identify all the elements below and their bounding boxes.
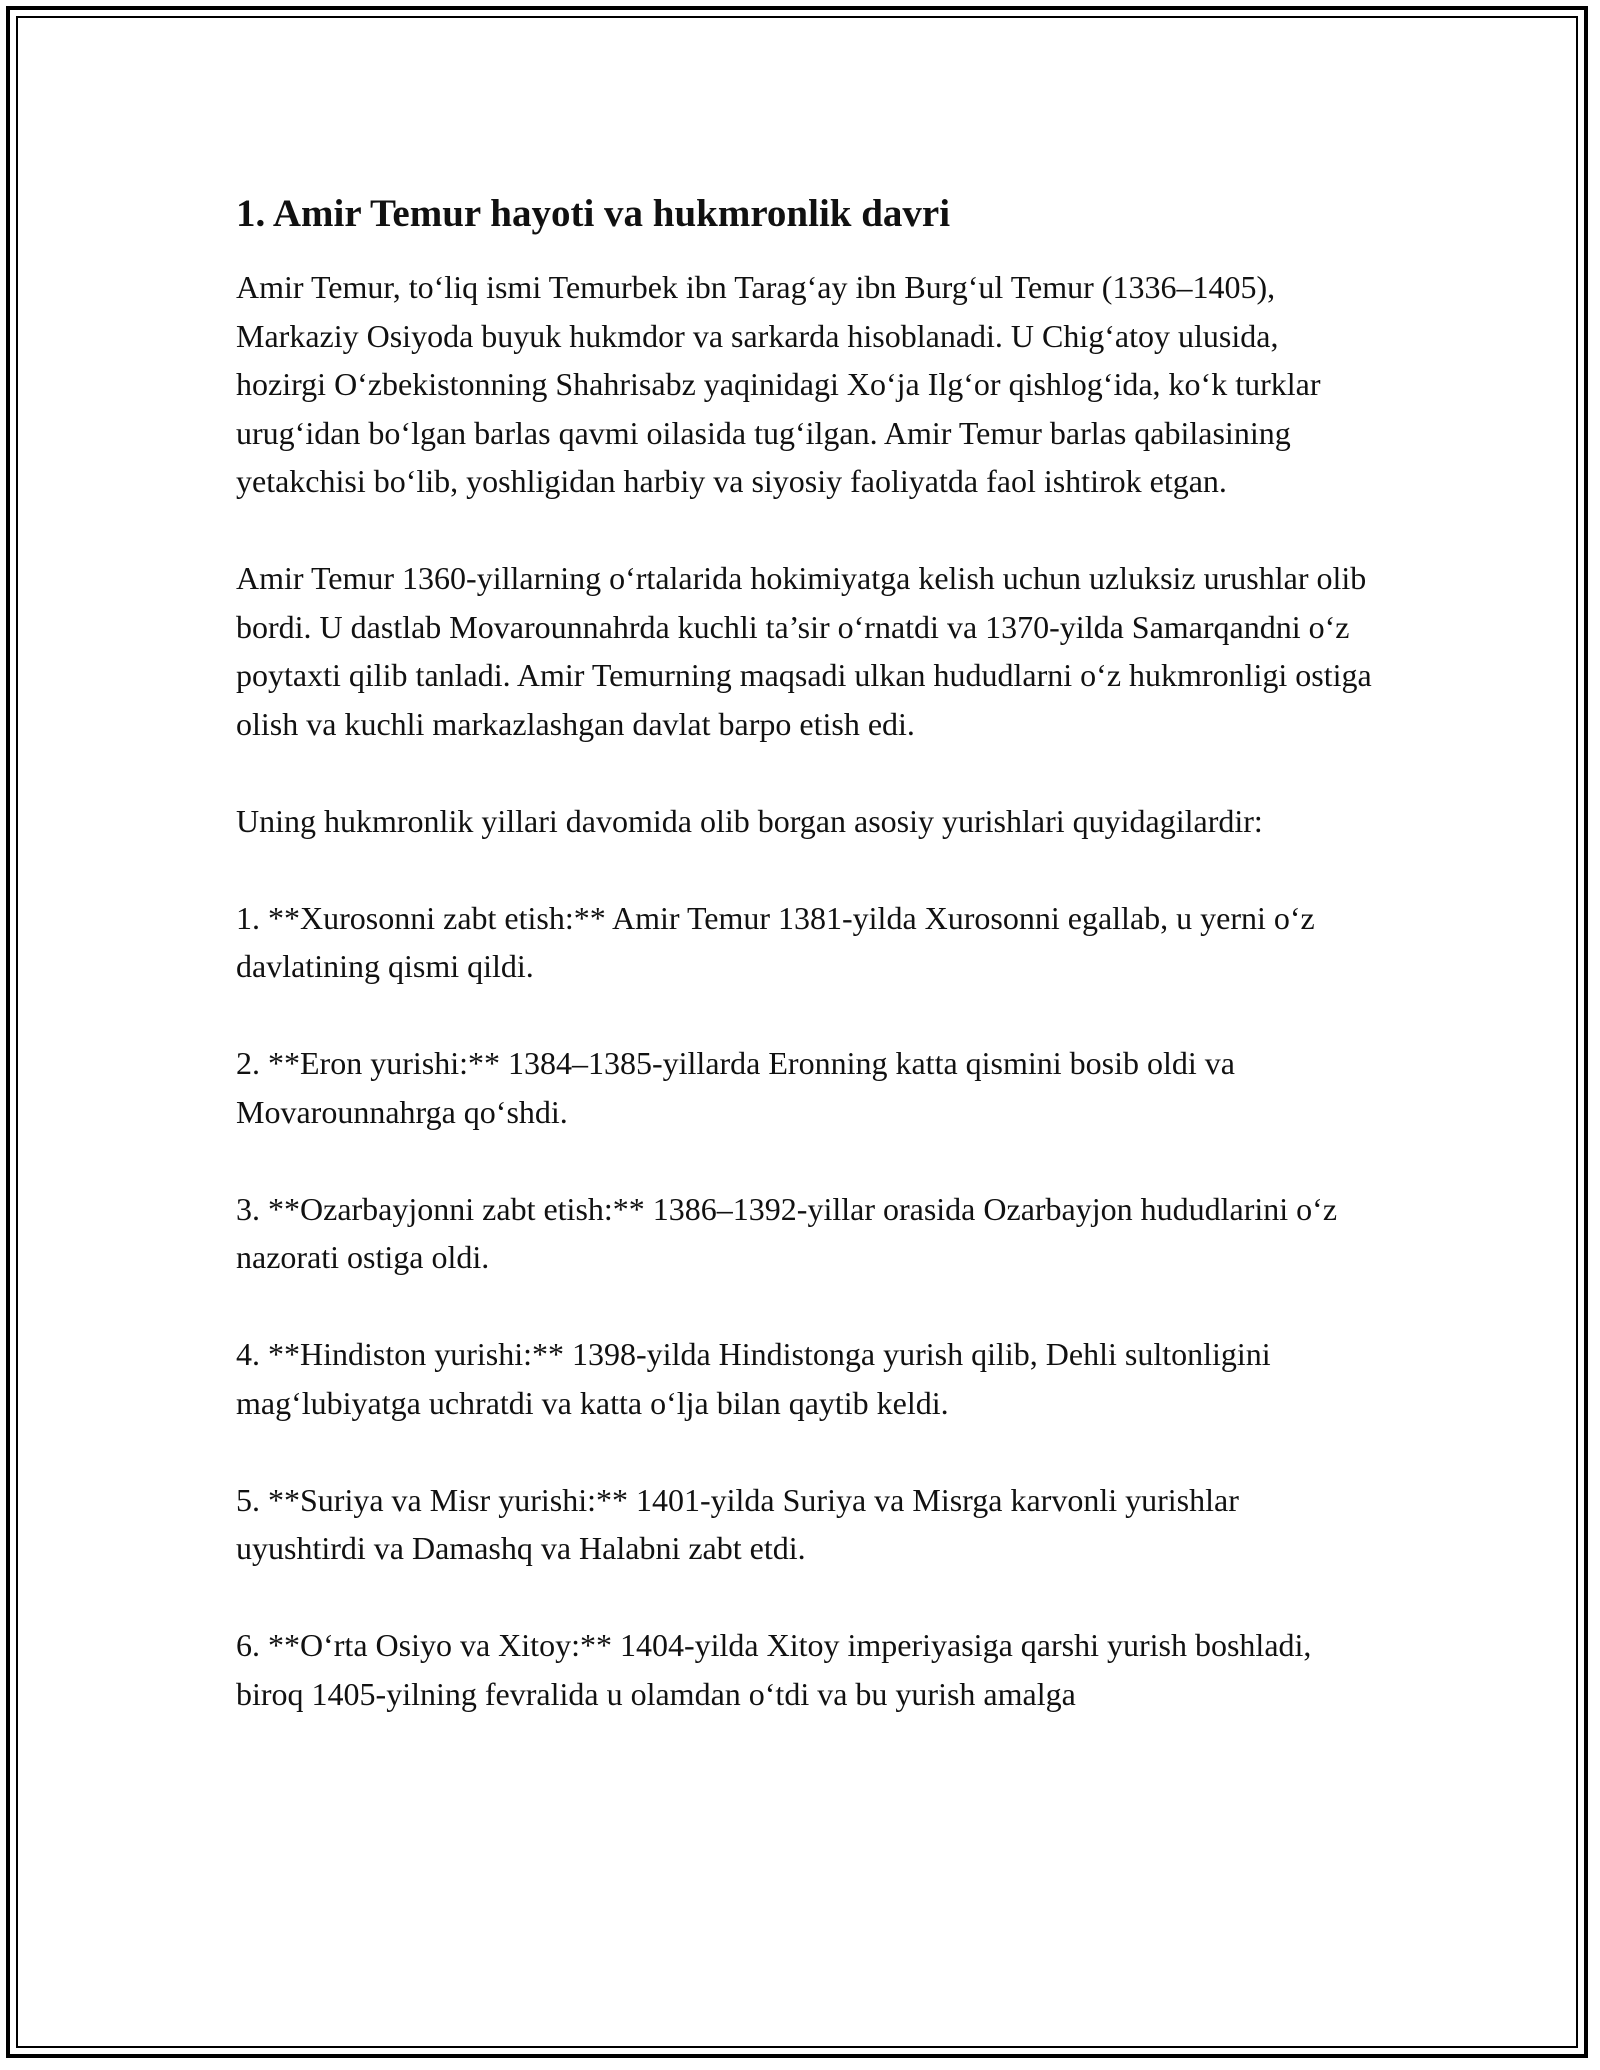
list-item-iran: 2. **Eron yurishi:** 1384–1385-yillarda Eronning katta qismini bosib oldi va Movarounnahrga qo‘shdi.	[236, 1045, 1235, 1130]
list-item-india: 4. **Hindiston yurishi:** 1398-yilda Hindistonga yurish qilib, Dehli sultonligini mag‘lubiyatga uchratdi va katta o‘lja bilan qaytib keldi.	[236, 1336, 1271, 1421]
list-item-syria-egypt: 5. **Suriya va Misr yurishi:** 1401-yilda Suriya va Misrga karvonli yurishlar uyushtirdi va Damashq va Halabni zabt etdi.	[236, 1481, 1239, 1566]
list-item-china: 6. **O‘rta Osiyo va Xitoy:** 1404-yilda Xitoy imperiyasiga qarshi yurish boshladi, biroq 1405-yilning fevralida u olamdan o‘tdi va bu yurish amalga	[236, 1627, 1312, 1712]
document-body	[236, 185, 1376, 1767]
paragraph-rise-to-power: Amir Temur 1360-yillarning o‘rtalarida hokimiyatga kelish uchun uzluksiz urushlar olib bordi. U dastlab Movarounnahrda kuchli ta’sir o‘rnatdi va 1370-yilda Samarqandni o‘z poytaxti qilib tanladi. Amir Temurning maqsadi ulkan hududlarni o‘z hukmronligi ostiga olish va kuchli markazlashgan davlat barpo etish edi.	[236, 560, 1372, 742]
paragraph-biography: Amir Temur, to‘liq ismi Temurbek ibn Tarag‘ay ibn Burg‘ul Temur (1336–1405), Markaziy Osiyoda buyuk hukmdor va sarkarda hisoblanadi. U Chig‘atoy ulusida, hozirgi O‘zbekistonning Shahrisabz yaqinidagi Xo‘ja Ilg‘or qishlog‘ida, ko‘k turklar urug‘idan bo‘lgan barlas qavmi oilasida tug‘ilgan. Amir Temur barlas qabilasining yetakchisi bo‘lib, yoshligidan harbiy va siyosiy faoliyatda faol ishtirok etgan.	[236, 269, 1321, 499]
paragraph-campaigns-intro: Uning hukmronlik yillari davomida olib borgan asosiy yurishlari quyidagilardir:	[236, 802, 1263, 839]
section-heading: 1. Amir Temur hayoti va hukmronlik davri	[236, 192, 951, 235]
list-item-khorasan: 1. **Xurosonni zabt etish:** Amir Temur 1381-yilda Xurosonni egallab, u yerni o‘z davlatining qismi qildi.	[236, 899, 1315, 984]
list-item-azerbaijan: 3. **Ozarbayjonni zabt etish:** 1386–1392-yillar orasida Ozarbayjon hududlarini o‘z nazorati ostiga oldi.	[236, 1190, 1338, 1275]
